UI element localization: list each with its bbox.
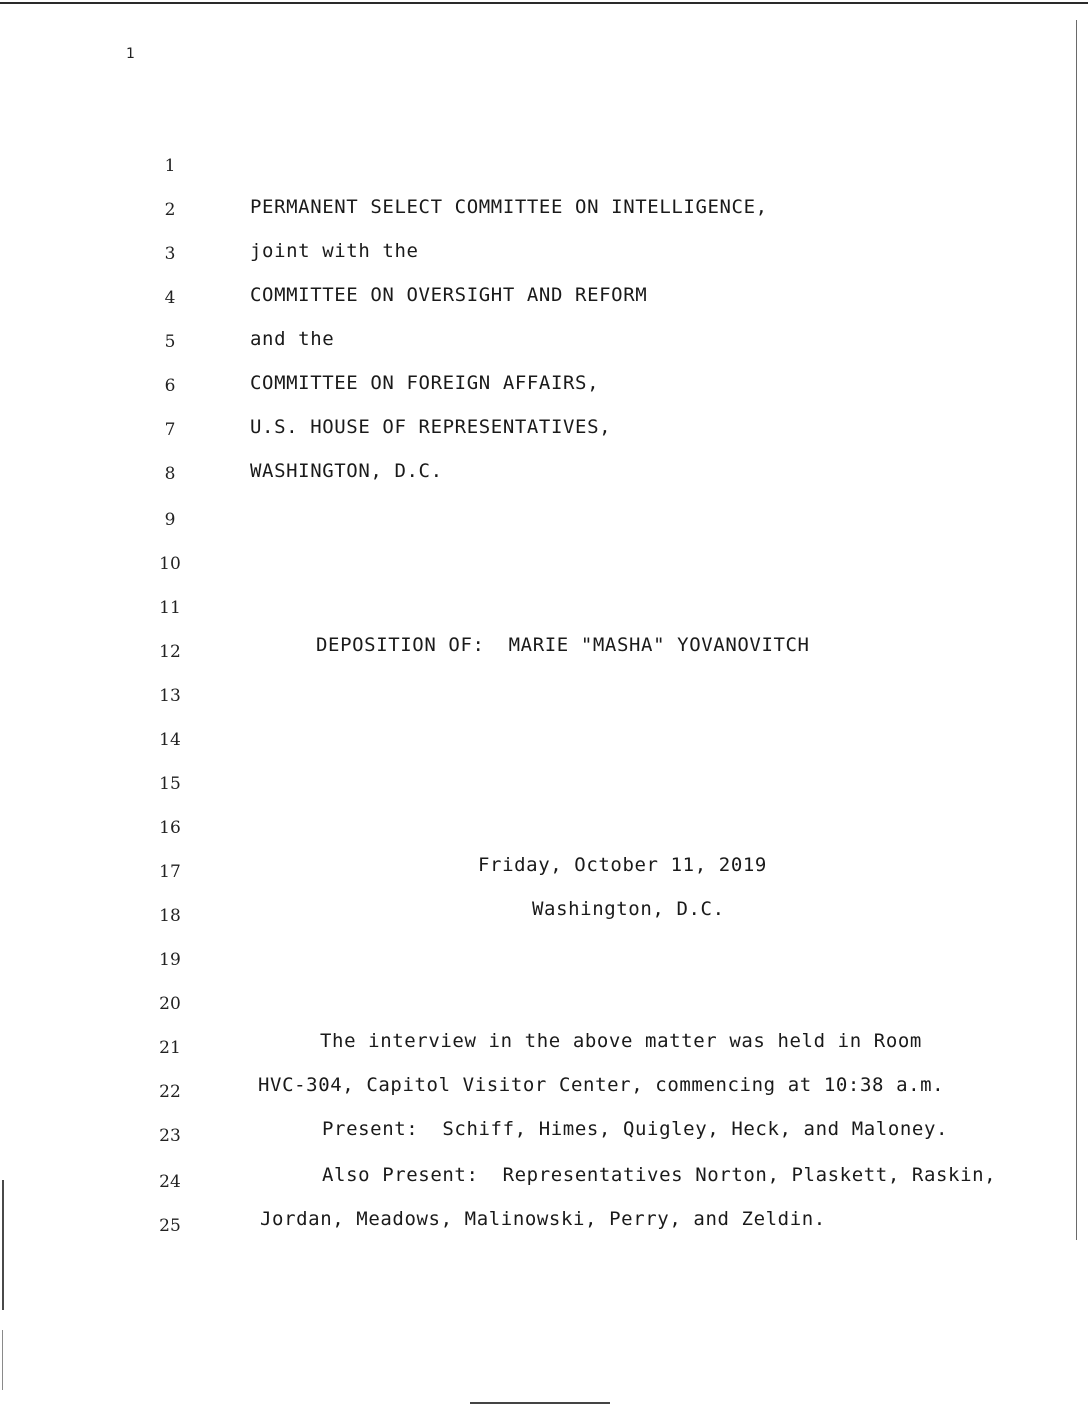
- line-number: 6: [164, 376, 176, 396]
- top-border-line: [0, 2, 1088, 4]
- deposition-heading: DEPOSITION OF: MARIE "MASHA" YOVANOVITCH: [316, 634, 810, 656]
- line-number: 9: [164, 510, 176, 530]
- line-text: U.S. HOUSE OF REPRESENTATIVES,: [250, 416, 612, 438]
- transcript-line: [0, 814, 1088, 844]
- transcript-line: [0, 372, 1088, 402]
- transcript-line: [0, 550, 1088, 580]
- line-number: 12: [159, 642, 181, 662]
- line-number: 14: [159, 730, 181, 750]
- transcript-line: [0, 328, 1088, 358]
- line-number: 24: [159, 1172, 181, 1192]
- committee-title: PERMANENT SELECT COMMITTEE ON INTELLIGENCE,: [250, 196, 768, 218]
- transcript-line: [0, 1118, 1088, 1148]
- line-number: 22: [159, 1082, 181, 1102]
- line-number: 15: [159, 774, 181, 794]
- line-number: 16: [159, 818, 181, 838]
- transcript-line: [0, 506, 1088, 536]
- line-text: Jordan, Meadows, Malinowski, Perry, and Zeldin.: [260, 1208, 826, 1230]
- transcript-line: [0, 682, 1088, 712]
- line-text: COMMITTEE ON FOREIGN AFFAIRS,: [250, 372, 600, 394]
- line-number: 2: [164, 200, 176, 220]
- line-number: 5: [164, 332, 176, 352]
- transcript-line: [0, 1208, 1088, 1238]
- line-text: WASHINGTON, D.C.: [250, 460, 443, 482]
- line-number: 20: [159, 994, 181, 1014]
- bottom-scan-mark: [470, 1402, 610, 1404]
- left-scan-edge-lower: [2, 1330, 3, 1390]
- transcript-line: [0, 898, 1088, 928]
- line-number: 18: [159, 906, 181, 926]
- line-number: 1: [164, 156, 176, 176]
- line-number: 4: [164, 288, 176, 308]
- line-number: 21: [159, 1038, 181, 1058]
- transcript-line: [0, 416, 1088, 446]
- transcript-line: [0, 1074, 1088, 1104]
- line-number: 11: [159, 598, 181, 618]
- line-number: 17: [159, 862, 181, 882]
- transcript-line: [0, 1030, 1088, 1060]
- line-text: HVC-304, Capitol Visitor Center, commencing at 10:38 a.m.: [258, 1074, 945, 1096]
- transcript-line: [0, 770, 1088, 800]
- transcript-line: [0, 594, 1088, 624]
- transcript-line: [0, 726, 1088, 756]
- line-number: 7: [164, 420, 176, 440]
- line-text: and the: [250, 328, 335, 350]
- line-text: COMMITTEE ON OVERSIGHT AND REFORM: [250, 284, 648, 306]
- line-number: 19: [159, 950, 181, 970]
- line-text: joint with the: [250, 240, 419, 262]
- line-number: 13: [159, 686, 181, 706]
- line-number: 8: [164, 464, 176, 484]
- transcript-line: [0, 634, 1088, 664]
- transcript-line: [0, 152, 1088, 182]
- line-text: The interview in the above matter was held in Room: [320, 1030, 922, 1052]
- transcript-line: [0, 854, 1088, 884]
- left-scan-edge: [2, 1180, 4, 1310]
- deposition-location: Washington, D.C.: [532, 898, 725, 920]
- line-number: 3: [164, 244, 176, 264]
- line-number: 10: [159, 554, 181, 574]
- transcript-line: [0, 990, 1088, 1020]
- transcript-line: [0, 284, 1088, 314]
- transcript-line: [0, 240, 1088, 270]
- line-number: 25: [159, 1216, 181, 1236]
- deposition-date: Friday, October 11, 2019: [478, 854, 767, 876]
- line-text: Also Present: Representatives Norton, Plaskett, Raskin,: [322, 1164, 997, 1186]
- transcript-line: [0, 196, 1088, 226]
- transcript-line: [0, 1164, 1088, 1194]
- page-number: 1: [126, 46, 135, 62]
- line-number: 23: [159, 1126, 181, 1146]
- transcript-line: [0, 460, 1088, 490]
- transcript-line: [0, 946, 1088, 976]
- line-text: Present: Schiff, Himes, Quigley, Heck, and Maloney.: [322, 1118, 949, 1140]
